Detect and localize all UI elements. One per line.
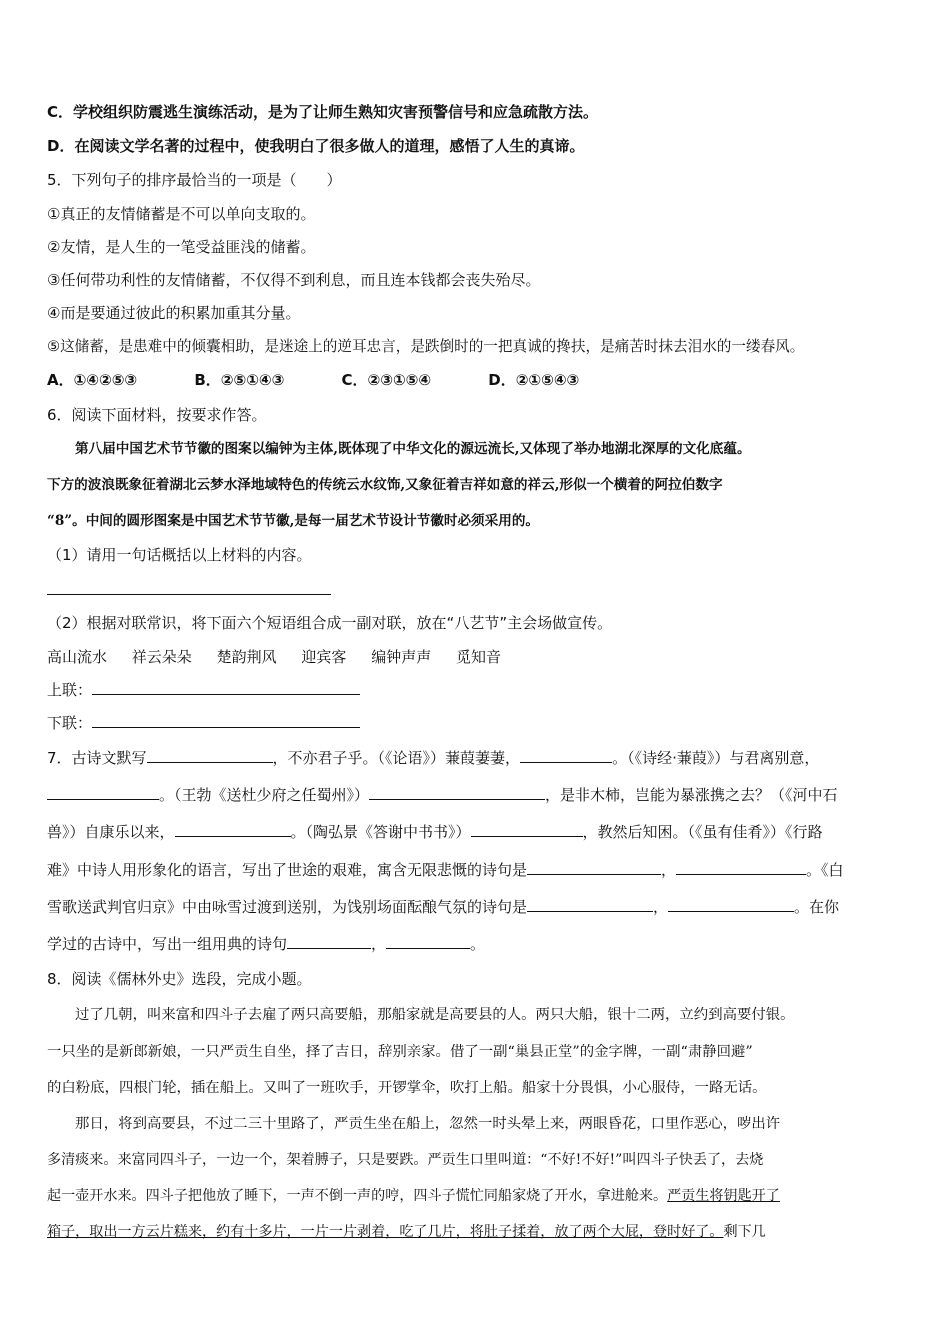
- q6-phrase: 高山流水: [47, 648, 108, 666]
- q6-phrase: 迎宾客: [301, 648, 347, 666]
- q7-text: ，: [371, 935, 387, 953]
- lower-couplet-blank[interactable]: [92, 713, 360, 728]
- q5-option-b: B．②⑤①④③: [194, 371, 285, 389]
- q6-material-line-3: “8”。中间的圆形图案是中国艺术节节徽,是每一届艺术节设计节徽时必须采用的。: [47, 513, 540, 529]
- q5-sentence-2: ②友情，是人生的一笔受益匪浅的储蓄。: [47, 238, 316, 256]
- q5-option-d: D．②①⑤④③: [488, 371, 580, 389]
- q7-text: ，教然后知困。（《虽有佳肴》）《行路: [582, 823, 823, 841]
- q7-blank[interactable]: [147, 748, 273, 763]
- q7-text: ，: [661, 861, 677, 879]
- q7-text: 。（陶弘景《答谢中书书》）: [290, 823, 471, 841]
- q7-text: 。《白: [806, 861, 844, 879]
- q7-blank[interactable]: [287, 934, 371, 949]
- q6-phrase: 编钟声声: [371, 648, 432, 666]
- q7-line-5: [47, 896, 905, 918]
- q7-line-4: [47, 859, 905, 881]
- q5-sentence-4: ④而是要通过彼此的积累加重其分量。: [47, 304, 301, 322]
- q7-blank[interactable]: [668, 897, 794, 912]
- q5-sentence-5: ⑤这储蓄，是患难中的倾囊相助，是迷途上的逆耳忠言，是跌倒时的一把真诚的搀扶，是痛苦时抹去泪水的一缕春风。: [47, 338, 805, 355]
- q5-options: [47, 369, 631, 391]
- q6-stem: 6．阅读下面材料，按要求作答。: [47, 406, 267, 424]
- q7-text: ，不亦君子乎。（《论语》）蒹葭萋萋，: [272, 749, 521, 767]
- q7-text: 雪歌送武判官归京》中由咏雪过渡到送别，为饯别场面酝酿气氛的诗句是: [47, 898, 528, 916]
- q8-passage-line: [47, 1221, 766, 1243]
- q7-blank[interactable]: [369, 785, 545, 800]
- q7-line-3: [47, 821, 905, 843]
- q8-underlined-text: 箱子，取出一方云片糕来，约有十多片，一片一片剥着，吃了几片，将肚子揉着，放了两个大屁，登时好了。: [47, 1224, 724, 1240]
- q8-passage-line: [47, 1185, 780, 1207]
- q6-sub-question-2: （2）根据对联常识，将下面六个短语组合成一副对联，放在“八艺节”主会场做宣传。: [47, 614, 613, 632]
- q7-line-2: [47, 784, 905, 806]
- q6-sub-question-1: （1）请用一句话概括以上材料的内容。: [47, 546, 312, 564]
- q7-text: 学过的古诗中，写出一组用典的诗句: [47, 935, 288, 953]
- q4-option-d: D．在阅读文学名著的过程中，使我明白了很多做人的道理，感悟了人生的真谛。: [47, 137, 585, 155]
- q6-answer-line: [47, 594, 331, 595]
- q7-text: 兽》）自康乐以来，: [47, 823, 175, 841]
- q8-passage-text: 起一壶开水来。四斗子把他放了睡下，一声不倒一声的哼，四斗子慌忙同船家烧了开水，拿进舱来。: [47, 1188, 668, 1204]
- q7-line-6: [47, 933, 485, 955]
- q8-passage-text: 剩下几: [723, 1224, 766, 1240]
- q5-option-c: C．②③①⑤④: [341, 371, 432, 389]
- q5-stem: 5．下列句子的排序最恰当的一项是（ ）: [47, 171, 342, 189]
- q7-text: 难》中诗人用形象化的语言，写出了世途的艰难，寓含无限悲慨的诗句是: [47, 861, 528, 879]
- q6-material-line-2: 下方的波浪既象征着湖北云梦水泽地域特色的传统云水纹饰,又象征着吉祥如意的祥云,形似一个横着的阿拉伯数字: [47, 477, 723, 493]
- q7-text: ，是非木柿，岂能为暴涨携之去？（《河中石: [545, 786, 838, 804]
- q8-passage-line: 多清痰来。来富同四斗子，一边一个，架着膊子，只是要跌。严贡生口里叫道：“不好!不好!”叫四斗子快丢了，去烧: [47, 1152, 764, 1168]
- q8-passage-line: 的白粉底，四根门轮，插在船上。又叫了一班吹手，开锣掌伞，吹打上船。船家十分畏惧，小心服侍，一路无话。: [47, 1080, 767, 1096]
- q6-phrases: [47, 646, 521, 668]
- q8-underlined-text: 严贡生将钥匙开了: [667, 1188, 780, 1204]
- q6-material-line-1: 第八届中国艺术节节徽的图案以编钟为主体,既体现了中华文化的源远流长,又体现了举办地湖北深厚的文化底蕴。: [75, 441, 751, 457]
- q7-text: 。: [470, 935, 486, 953]
- q6-phrase: 觅知音: [455, 648, 501, 666]
- q6-lower-couplet: [47, 712, 360, 734]
- q7-text: 。在你: [794, 898, 840, 916]
- q7-text: ，: [653, 898, 669, 916]
- q5-sentence-3: ③任何带功利性的友情储蓄，不仅得不到利息，而且连本钱都会丧失殆尽。: [47, 271, 541, 289]
- q7-blank[interactable]: [676, 860, 806, 875]
- q7-blank[interactable]: [471, 822, 583, 837]
- q7-blank[interactable]: [47, 785, 159, 800]
- upper-couplet-blank[interactable]: [92, 680, 360, 695]
- upper-couplet-label: 上联：: [47, 681, 93, 699]
- q7-text: 。（《诗经·蒹葭》）与君离别意，: [612, 749, 820, 767]
- q6-upper-couplet: [47, 679, 360, 701]
- q7-line-1: [47, 747, 905, 769]
- q8-passage-line: 一只坐的是新郎新娘，一只严贡生自坐，择了吉日，辞别亲家。借了一副“巢县正堂”的金字牌，一副“肃静回避”: [47, 1044, 753, 1060]
- q7-text: 。（王勃《送杜少府之任蜀州》）: [159, 786, 370, 804]
- q7-blank[interactable]: [527, 860, 661, 875]
- q7-blank[interactable]: [175, 822, 291, 837]
- q8-passage-line: 那日，将到高要县，不过二三十里路了，严贡生坐在船上，忽然一时头晕上来，两眼昏花，口里作恶心，哕出许: [75, 1116, 781, 1132]
- lower-couplet-label: 下联：: [47, 714, 93, 732]
- q7-blank[interactable]: [386, 934, 470, 949]
- q8-passage-line: 过了几朝，叫来富和四斗子去雇了两只高要船，那船家就是高要县的人。两只大船，银十二两，立约到高要付银。: [75, 1007, 795, 1023]
- q5-option-a: A．①④②⑤③: [47, 371, 138, 389]
- q6-phrase: 楚韵荆风: [216, 648, 277, 666]
- q4-option-c: C．学校组织防震逃生演练活动，是为了让师生熟知灾害预警信号和应急疏散方法。: [47, 103, 599, 121]
- q7-blank[interactable]: [527, 897, 653, 912]
- q5-sentence-1: ①真正的友情储蓄是不可以单向支取的。: [47, 205, 316, 223]
- q6-phrase: 祥云朵朵: [131, 648, 192, 666]
- q8-stem: 8．阅读《儒林外史》选段，完成小题。: [47, 970, 312, 988]
- q7-text: 7．古诗文默写: [47, 749, 147, 767]
- q7-blank[interactable]: [520, 748, 612, 763]
